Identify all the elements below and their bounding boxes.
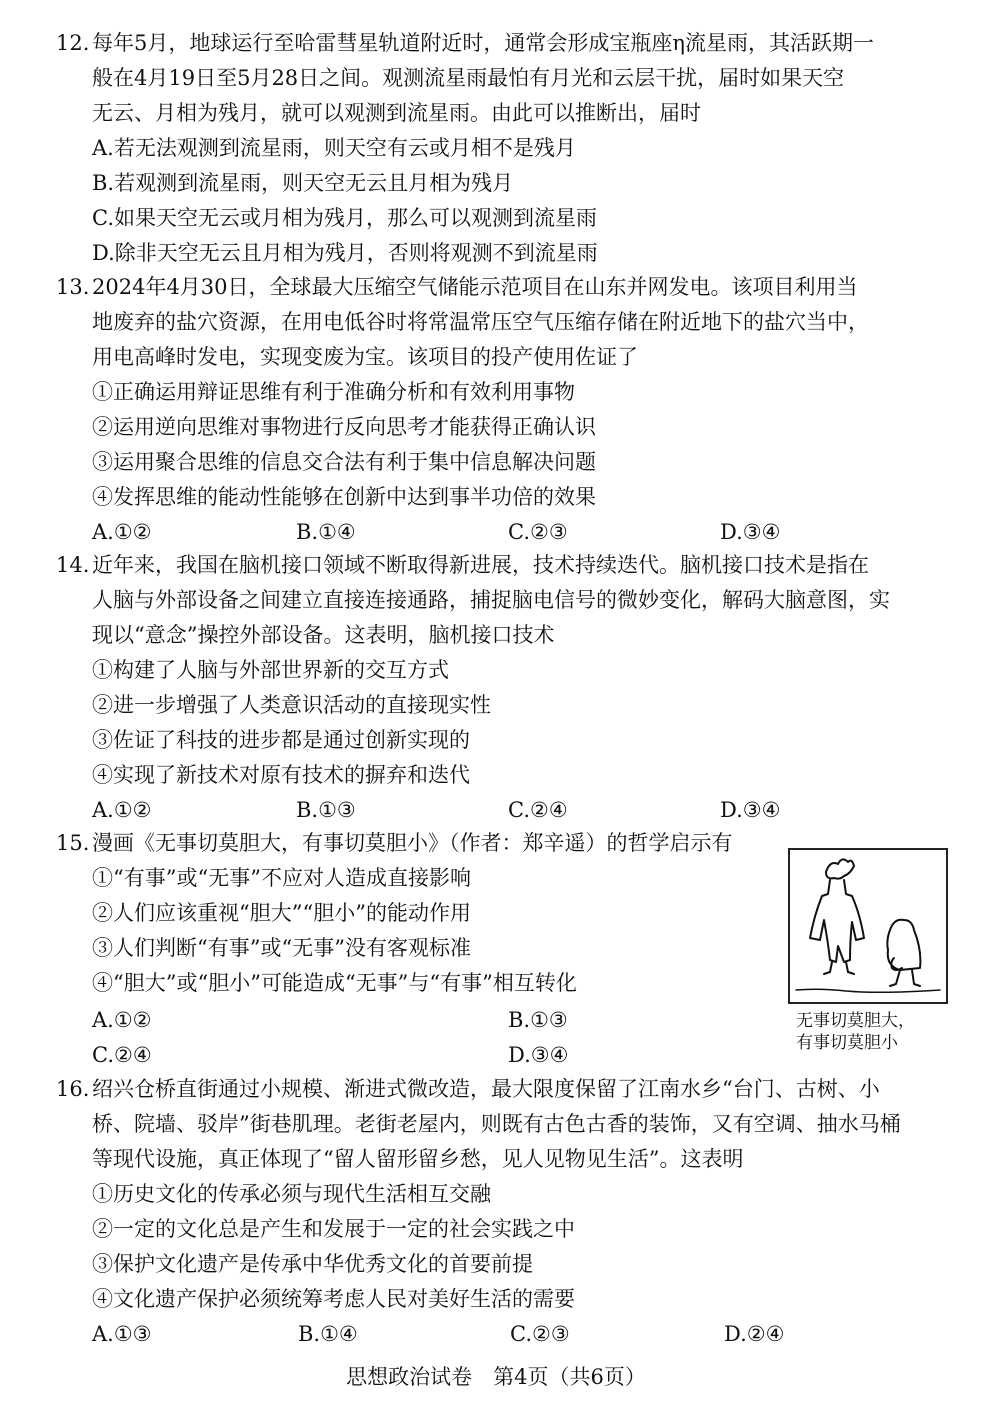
option-a: A.①③ [92, 1322, 152, 1346]
question-stem-line: 地废弃的盐穴资源，在用电低谷时将常温常压空气压缩存储在附近地下的盐穴当中， [92, 310, 869, 334]
option-c: C.②③ [510, 1322, 570, 1346]
statement-4: ④“胆大”或“胆小”可能造成“无事”与“有事”相互转化 [92, 971, 577, 995]
answer-options [92, 1317, 952, 1351]
answer-options-row-2 [92, 1038, 782, 1072]
question-stem-line: 人脑与外部设备之间建立直接连接通路，捕捉脑电信号的微妙变化，解码大脑意图，实 [92, 588, 890, 612]
question-stem-line: 无云、月相为残月，就可以观测到流星雨。由此可以推断出，届时 [92, 101, 701, 125]
statement-4: ④发挥思维的能动性能够在创新中达到事半功倍的效果 [92, 485, 596, 509]
statement-3: ③运用聚合思维的信息交合法有利于集中信息解决问题 [92, 450, 596, 474]
statement-2: ②运用逆向思维对事物进行反向思考才能获得正确认识 [92, 415, 596, 439]
question-number: 13. [56, 275, 90, 299]
cartoon-image [788, 848, 948, 1004]
question-number: 16. [56, 1077, 90, 1101]
answer-options-row-1 [92, 1003, 782, 1037]
option-b: B.①④ [296, 520, 356, 544]
option-c: C.②④ [508, 798, 568, 822]
question-stem-line: 绍兴仓桥直街通过小规模、渐进式微改造，最大限度保留了江南水乡“台门、古树、小 [92, 1077, 880, 1101]
cartoon-caption-line: 有事切莫胆小 [796, 1033, 898, 1053]
question-stem-line: 漫画《无事切莫胆大，有事切莫胆小》（作者：郑辛遥）的哲学启示有 [92, 831, 733, 855]
option-a: A.①② [92, 1008, 152, 1032]
choice-c: C.如果天空无云或月相为残月，那么可以观测到流星雨 [92, 206, 597, 230]
statement-2: ②一定的文化总是产生和发展于一定的社会实践之中 [92, 1217, 575, 1241]
cartoon-caption-line: 无事切莫胆大， [796, 1011, 915, 1031]
statement-2: ②进一步增强了人类意识活动的直接现实性 [92, 693, 491, 717]
question-number: 15. [56, 831, 90, 855]
option-a: A.①② [92, 520, 152, 544]
option-c: C.②③ [508, 520, 568, 544]
question-stem-line: 等现代设施，真正体现了“留人留形留乡愁，见人见物见生活”。这表明 [92, 1147, 744, 1171]
option-d: D.③④ [508, 1043, 569, 1067]
option-c: C.②④ [92, 1043, 152, 1067]
choice-d: D.除非天空无云且月相为残月，否则将观测不到流星雨 [92, 241, 598, 265]
statement-4: ④文化遗产保护必须统筹考虑人民对美好生活的需要 [92, 1287, 575, 1311]
statement-3: ③佐证了科技的进步都是通过创新实现的 [92, 728, 470, 752]
option-d: D.③④ [720, 798, 781, 822]
statement-3: ③保护文化遗产是传承中华优秀文化的首要前提 [92, 1252, 533, 1276]
question-number: 14. [56, 553, 90, 577]
question-stem-line: 般在4月19日至5月28日之间。观测流星雨最怕有月光和云层干扰，届时如果天空 [92, 66, 845, 90]
statement-3: ③人们判断“有事”或“无事”没有客观标准 [92, 936, 471, 960]
option-d: D.③④ [720, 520, 781, 544]
statement-1: ①“有事”或“无事”不应对人造成直接影响 [92, 866, 471, 890]
option-b: B.①④ [298, 1322, 358, 1346]
answer-options [92, 793, 952, 827]
page-footer: 思想政治试卷 第4页（共6页） [346, 1365, 646, 1389]
choice-a: A.若无法观测到流星雨，则天空有云或月相不是残月 [92, 136, 576, 160]
option-b: B.①③ [296, 798, 356, 822]
cartoon-drawing [790, 850, 946, 1002]
cartoon-caption [796, 1010, 956, 1054]
statement-1: ①正确运用辩证思维有利于准确分析和有效利用事物 [92, 380, 575, 404]
statement-2: ②人们应该重视“胆大”“胆小”的能动作用 [92, 901, 471, 925]
choice-b: B.若观测到流星雨，则天空无云且月相为残月 [92, 171, 514, 195]
question-stem-line: 用电高峰时发电，实现变废为宝。该项目的投产使用佐证了 [92, 345, 638, 369]
question-number: 12. [56, 31, 90, 55]
statement-1: ①构建了人脑与外部世界新的交互方式 [92, 658, 449, 682]
option-a: A.①② [92, 798, 152, 822]
question-stem-line: 每年5月，地球运行至哈雷彗星轨道附近时，通常会形成宝瓶座η流星雨，其活跃期一 [92, 31, 874, 55]
question-stem-line: 桥、院墙、驳岸”街巷肌理。老街老屋内，则既有古色古香的装饰，又有空调、抽水马桶 [92, 1112, 901, 1136]
answer-options [92, 515, 952, 549]
question-stem-line: 现以“意念”操控外部设备。这表明，脑机接口技术 [92, 623, 555, 647]
question-stem-line: 2024年4月30日，全球最大压缩空气储能示范项目在山东并网发电。该项目利用当 [92, 275, 858, 299]
statement-1: ①历史文化的传承必须与现代生活相互交融 [92, 1182, 491, 1206]
statement-4: ④实现了新技术对原有技术的摒弃和迭代 [92, 763, 470, 787]
option-d: D.②④ [724, 1322, 785, 1346]
option-b: B.①③ [508, 1008, 568, 1032]
question-stem-line: 近年来，我国在脑机接口领域不断取得新进展，技术持续迭代。脑机接口技术是指在 [92, 553, 869, 577]
